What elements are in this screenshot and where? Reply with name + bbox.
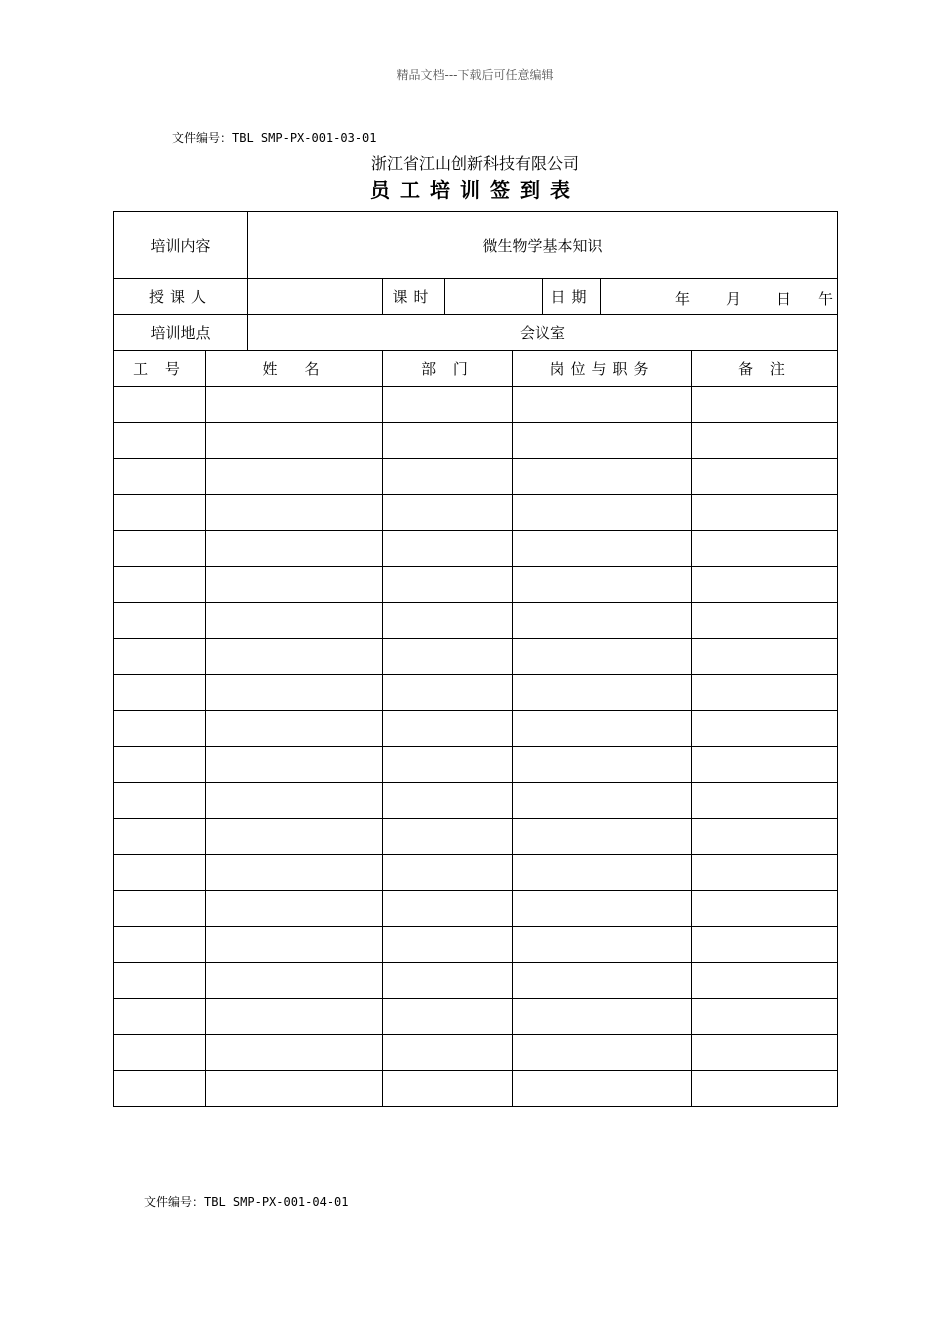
department-cell[interactable] [383,675,513,711]
employee-id-cell[interactable] [114,531,206,567]
position-cell[interactable] [513,747,692,783]
table-row [114,963,838,999]
table-row [114,891,838,927]
hours-value[interactable] [445,279,543,315]
doc-number-code: TBL SMP-PX-001-04-01 [204,1195,349,1209]
name-cell[interactable] [206,783,383,819]
name-cell[interactable] [206,927,383,963]
position-cell[interactable] [513,855,692,891]
sign-in-table [113,211,838,1107]
department-cell[interactable] [383,1071,513,1107]
table-row [114,423,838,459]
name-cell[interactable] [206,567,383,603]
table-row [114,531,838,567]
table-row [114,999,838,1035]
department-cell[interactable] [383,783,513,819]
employee-id-cell[interactable] [114,675,206,711]
employee-id-cell[interactable] [114,963,206,999]
remarks-cell[interactable] [692,387,838,423]
remarks-cell[interactable] [692,1035,838,1071]
table-row [114,927,838,963]
remarks-cell[interactable] [692,711,838,747]
remarks-cell[interactable] [692,927,838,963]
date-label: 日期 [543,279,601,315]
department-cell[interactable] [383,423,513,459]
position-cell[interactable] [513,603,692,639]
employee-id-cell[interactable] [114,459,206,495]
remarks-cell[interactable] [692,423,838,459]
position-cell[interactable] [513,531,692,567]
remarks-cell[interactable] [692,495,838,531]
doc-number-bottom [144,1193,349,1210]
doc-number-label: 文件编号： [172,131,233,145]
position-cell[interactable] [513,963,692,999]
position-cell[interactable] [513,495,692,531]
employee-id-cell[interactable] [114,495,206,531]
position-cell[interactable] [513,639,692,675]
watermark-text: 精品文档---下载后可任意编辑 [396,68,554,82]
employee-id-cell[interactable] [114,1035,206,1071]
name-cell[interactable] [206,963,383,999]
position-cell[interactable] [513,927,692,963]
employee-id-cell[interactable] [114,999,206,1035]
table-row [114,1071,838,1107]
content-row [114,212,838,279]
date-year: 年 [675,290,691,308]
name-cell[interactable] [206,387,383,423]
employee-id-cell[interactable] [114,891,206,927]
doc-number-code: TBL SMP-PX-001-03-01 [232,131,377,145]
date-value[interactable] [601,279,838,315]
table-row [114,747,838,783]
header-name: 姓 名 [206,351,383,387]
remarks-cell[interactable] [692,747,838,783]
name-cell[interactable] [206,819,383,855]
date-noon: 午 [818,290,834,308]
remarks-cell[interactable] [692,783,838,819]
remarks-cell[interactable] [692,459,838,495]
header-remarks: 备 注 [692,351,838,387]
department-cell[interactable] [383,387,513,423]
position-cell[interactable] [513,819,692,855]
remarks-cell[interactable] [692,603,838,639]
date-day: 日 [776,290,792,308]
department-cell[interactable] [383,639,513,675]
employee-id-cell[interactable] [114,639,206,675]
department-cell[interactable] [383,459,513,495]
name-cell[interactable] [206,531,383,567]
department-cell[interactable] [383,495,513,531]
name-cell[interactable] [206,459,383,495]
employee-id-cell[interactable] [114,567,206,603]
position-cell[interactable] [513,783,692,819]
remarks-cell[interactable] [692,999,838,1035]
employee-id-cell[interactable] [114,387,206,423]
remarks-cell[interactable] [692,855,838,891]
form-title: 员工培训签到表 [370,178,580,202]
remarks-cell[interactable] [692,531,838,567]
position-cell[interactable] [513,1071,692,1107]
employee-id-cell[interactable] [114,603,206,639]
position-cell[interactable] [513,459,692,495]
employee-id-cell[interactable] [114,711,206,747]
data-rows [114,387,838,1107]
position-cell[interactable] [513,423,692,459]
content-value: 微生物学基本知识 [248,212,838,279]
table-row [114,495,838,531]
department-cell[interactable] [383,999,513,1035]
table-row [114,639,838,675]
table-row [114,1035,838,1071]
date-month: 月 [726,290,742,308]
lecturer-label: 授课人 [114,279,248,315]
position-cell[interactable] [513,1035,692,1071]
table-row [114,567,838,603]
position-cell[interactable] [513,675,692,711]
name-cell[interactable] [206,999,383,1035]
department-cell[interactable] [383,855,513,891]
doc-number-top [172,129,377,146]
employee-id-cell[interactable] [114,747,206,783]
name-cell[interactable] [206,675,383,711]
hours-label: 课时 [383,279,445,315]
table-row [114,819,838,855]
position-cell[interactable] [513,711,692,747]
table-row [114,675,838,711]
position-cell[interactable] [513,891,692,927]
name-cell[interactable] [206,891,383,927]
name-cell[interactable] [206,1071,383,1107]
remarks-cell[interactable] [692,567,838,603]
remarks-cell[interactable] [692,1071,838,1107]
department-cell[interactable] [383,531,513,567]
header-row [114,351,838,387]
employee-id-cell[interactable] [114,819,206,855]
position-cell[interactable] [513,999,692,1035]
location-label: 培训地点 [114,315,248,351]
table-row [114,855,838,891]
doc-number-label: 文件编号： [144,1195,205,1209]
lecturer-row [114,279,838,315]
department-cell[interactable] [383,963,513,999]
content-label: 培训内容 [114,212,248,279]
employee-id-cell[interactable] [114,855,206,891]
department-cell[interactable] [383,927,513,963]
employee-id-cell[interactable] [114,783,206,819]
remarks-cell[interactable] [692,639,838,675]
department-cell[interactable] [383,819,513,855]
name-cell[interactable] [206,747,383,783]
department-cell[interactable] [383,1035,513,1071]
name-cell[interactable] [206,711,383,747]
header-employee-id: 工 号 [114,351,206,387]
table-row [114,711,838,747]
name-cell[interactable] [206,639,383,675]
remarks-cell[interactable] [692,675,838,711]
employee-id-cell[interactable] [114,1071,206,1107]
position-cell[interactable] [513,387,692,423]
table-row [114,459,838,495]
table-row [114,603,838,639]
name-cell[interactable] [206,495,383,531]
table-row [114,387,838,423]
department-cell[interactable] [383,711,513,747]
name-cell[interactable] [206,855,383,891]
department-cell[interactable] [383,891,513,927]
remarks-cell[interactable] [692,819,838,855]
table-row [114,783,838,819]
department-cell[interactable] [383,603,513,639]
employee-id-cell[interactable] [114,927,206,963]
department-cell[interactable] [383,567,513,603]
remarks-cell[interactable] [692,891,838,927]
department-cell[interactable] [383,747,513,783]
employee-id-cell[interactable] [114,423,206,459]
company-name: 浙江省江山创新科技有限公司 [370,154,579,173]
position-cell[interactable] [513,567,692,603]
name-cell[interactable] [206,423,383,459]
header-position: 岗位与职务 [513,351,692,387]
header-department: 部 门 [383,351,513,387]
name-cell[interactable] [206,603,383,639]
location-value: 会议室 [248,315,838,351]
lecturer-value[interactable] [248,279,383,315]
remarks-cell[interactable] [692,963,838,999]
name-cell[interactable] [206,1035,383,1071]
location-row [114,315,838,351]
